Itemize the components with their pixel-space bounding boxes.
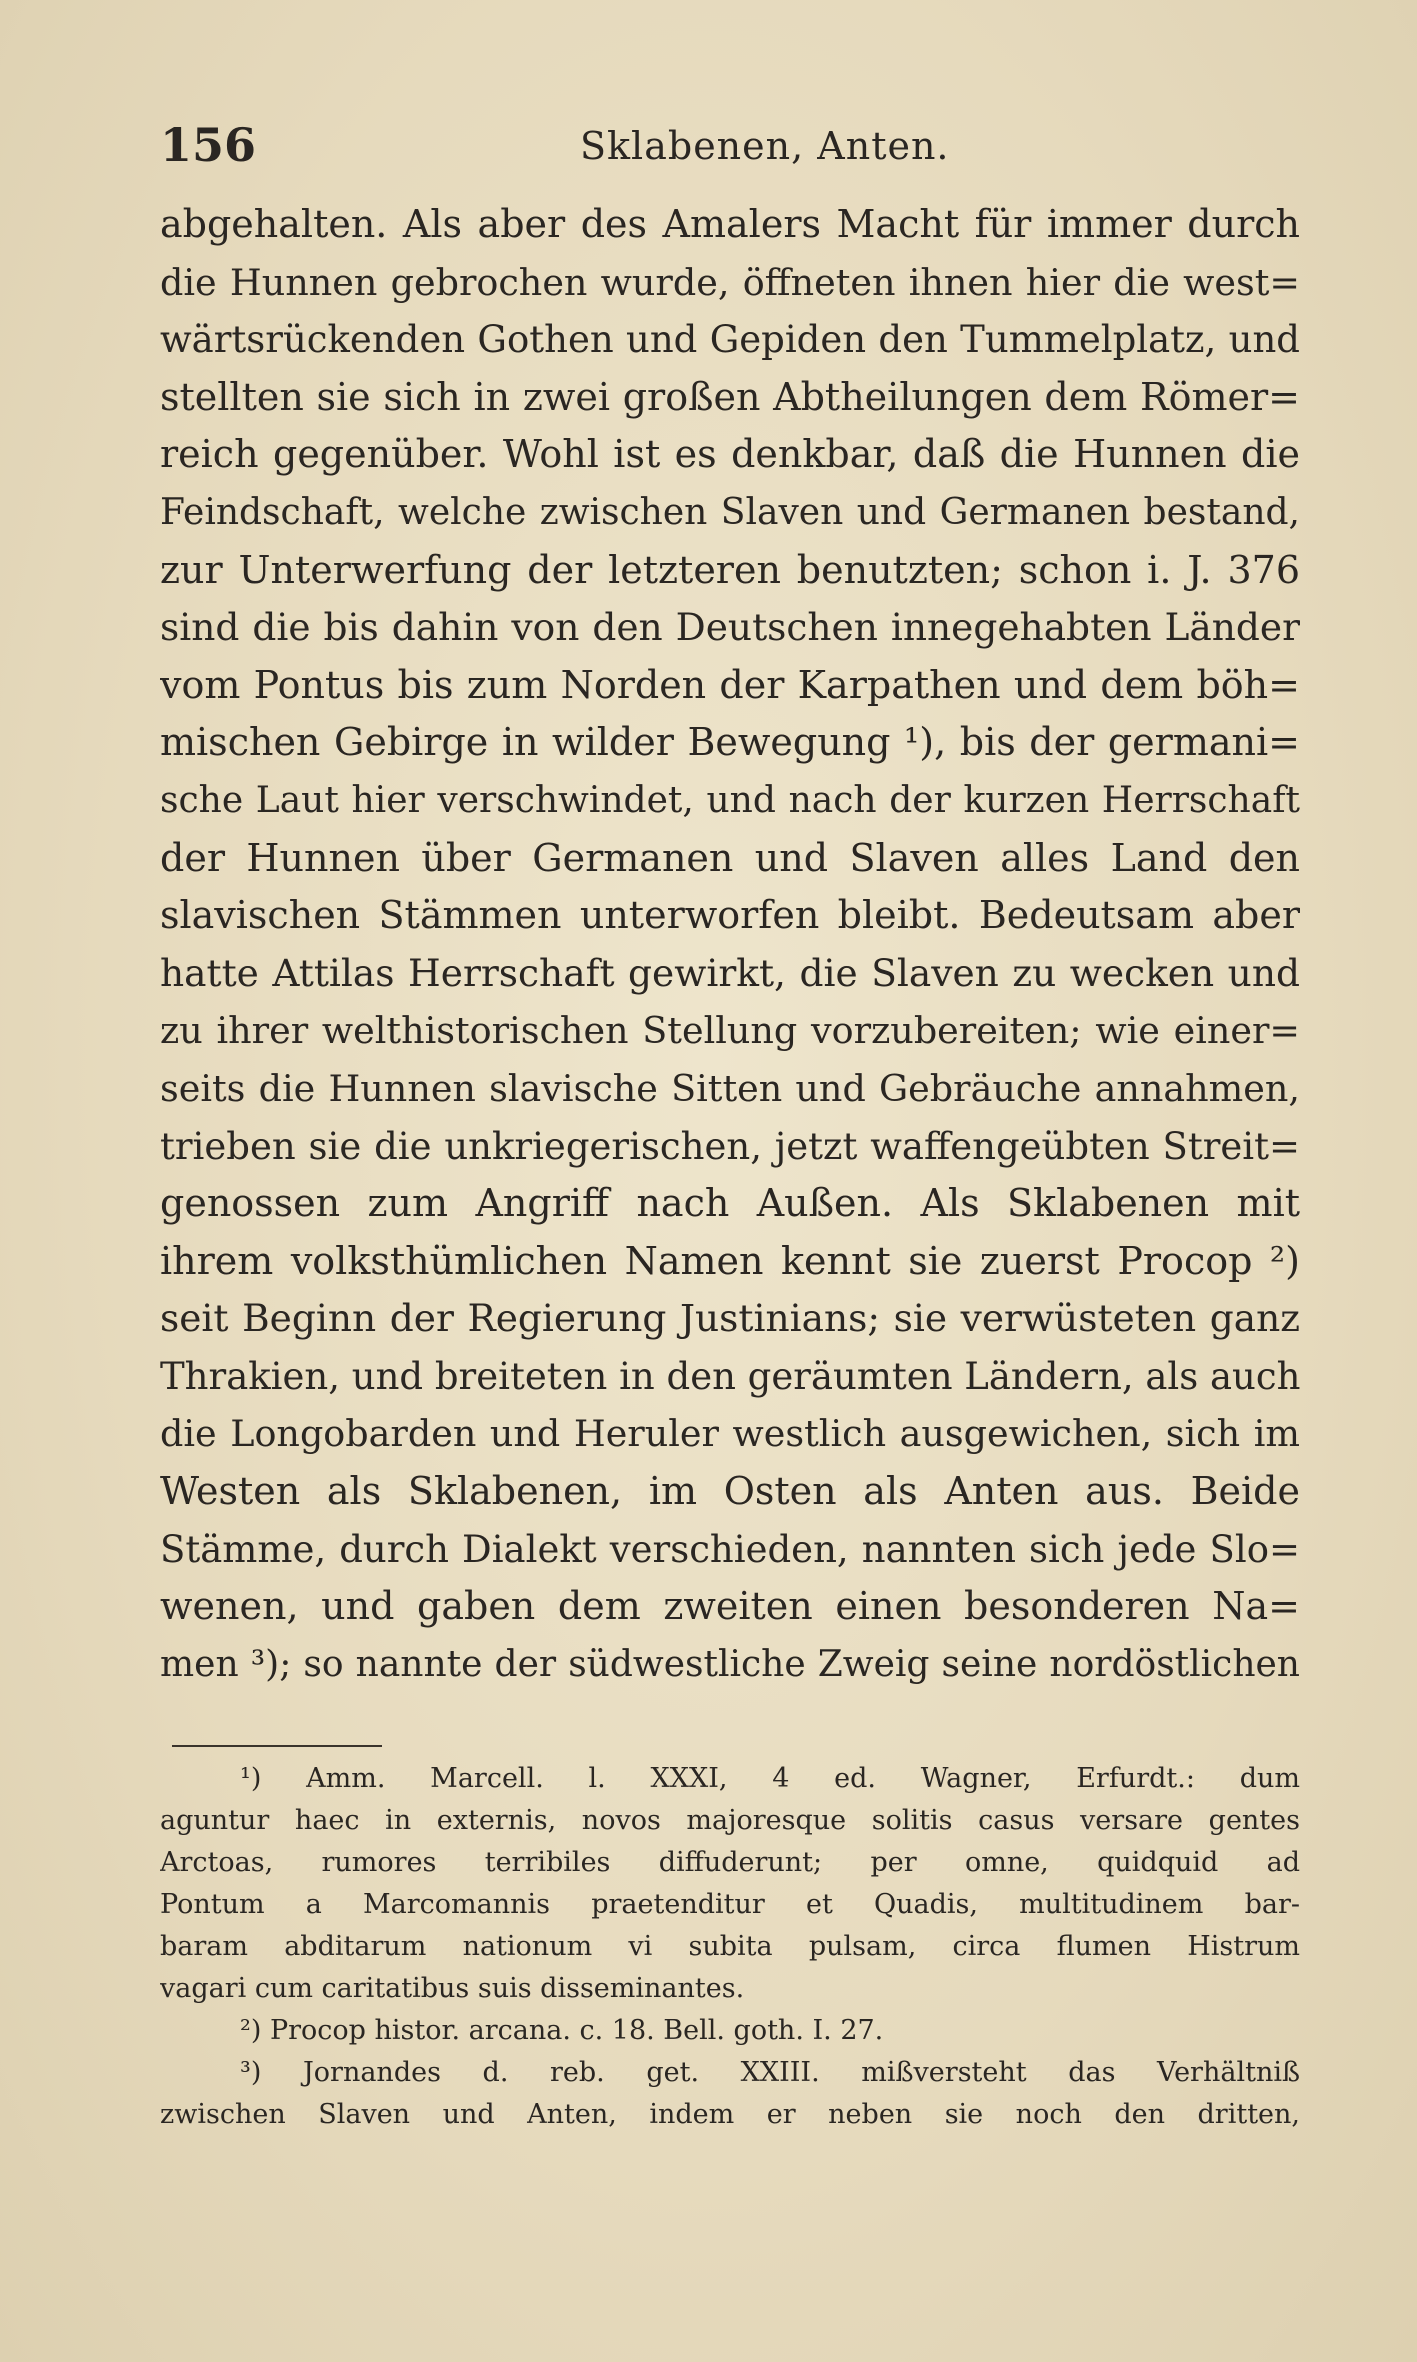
body-line: slavischen Stämmen unterworfen bleibt. Bedeutsam aber xyxy=(160,893,1300,938)
footnote-line: ²) Procop histor. arcana. c. 18. Bell. goth. I. 27. xyxy=(240,2015,884,2046)
footnote-line: ³) Jornandes d. reb. get. XXIII. mißversteht das Verhältniß xyxy=(240,2057,1300,2088)
body-line: genossen zum Angriff nach Außen. Als Sklabenen mit xyxy=(160,1181,1300,1226)
body-line: stellten sie sich in zwei großen Abtheilungen dem Römer= xyxy=(160,374,1300,419)
footnote-line: aguntur haec in externis, novos majoresque solitis casus versare gentes xyxy=(160,1805,1300,1836)
body-line: trieben sie die unkriegerischen, jetzt waffengeübten Streit= xyxy=(160,1124,1300,1168)
body-line: der Hunnen über Germanen und Slaven alles Land den xyxy=(160,835,1300,880)
page-number: 156 xyxy=(160,118,257,172)
body-line: seit Beginn der Regierung Justinians; sie verwüsteten ganz xyxy=(160,1296,1300,1341)
body-line: wärtsrückenden Gothen und Gepiden den Tummelplatz, und xyxy=(160,318,1300,362)
body-line: vom Pontus bis zum Norden der Karpathen und dem böh= xyxy=(160,662,1300,707)
body-line: die Longobarden und Heruler westlich ausgewichen, sich im xyxy=(160,1412,1300,1456)
footnotes xyxy=(160,1758,1300,2136)
body-text xyxy=(160,196,1300,1693)
body-line: seits die Hunnen slavische Sitten und Gebräuche annahmen, xyxy=(160,1066,1300,1110)
body-line: zur Unterwerfung der letzteren benutzten; schon i. J. 376 xyxy=(160,547,1300,592)
body-line: Stämme, durch Dialekt verschieden, nannten sich jede Slo= xyxy=(160,1527,1300,1571)
body-line: sind die bis dahin von den Deutschen innegehabten Länder xyxy=(160,605,1300,650)
body-line: men ³); so nannte der südwestliche Zweig seine nordöstlichen xyxy=(160,1643,1300,1685)
footnote-line: Pontum a Marcomannis praetenditur et Quadis, multitudinem bar- xyxy=(160,1889,1300,1920)
footnote-line: vagari cum caritatibus suis disseminantes. xyxy=(160,1973,745,2004)
body-line: Thrakien, und breiteten in den geräumten Ländern, als auch xyxy=(160,1354,1300,1398)
footnote-line: ¹) Amm. Marcell. l. XXXI, 4 ed. Wagner, Erfurdt.: dum xyxy=(240,1763,1300,1794)
body-line: abgehalten. Als aber des Amalers Macht für immer durch xyxy=(160,202,1300,246)
running-head: Sklabenen, Anten. xyxy=(580,124,950,168)
body-line: Westen als Sklabenen, im Osten als Anten aus. Beide xyxy=(160,1469,1300,1514)
footnote-line: zwischen Slaven und Anten, indem er neben sie noch den dritten, xyxy=(160,2099,1300,2130)
body-line: Feindschaft, welche zwischen Slaven und Germanen bestand, xyxy=(160,491,1300,533)
body-line: mischen Gebirge in wilder Bewegung ¹), bis der germani= xyxy=(160,720,1300,765)
body-line: ihrem volksthümlichen Namen kennt sie zuerst Procop ²) xyxy=(160,1238,1300,1283)
body-line: sche Laut hier verschwindet, und nach der kurzen Herrschaft xyxy=(160,779,1300,821)
body-line: wenen, und gaben dem zweiten einen besonderen Na= xyxy=(160,1584,1300,1629)
footnote-line: baram abditarum nationum vi subita pulsam, circa flumen Histrum xyxy=(160,1931,1300,1962)
body-line: hatte Attilas Herrschaft gewirkt, die Slaven zu wecken und xyxy=(160,950,1300,995)
body-line: reich gegenüber. Wohl ist es denkbar, daß die Hunnen die xyxy=(160,432,1300,477)
body-line: zu ihrer welthistorischen Stellung vorzubereiten; wie einer= xyxy=(160,1009,1300,1053)
footnote-line: Arctoas, rumores terribiles diffuderunt; per omne, quidquid ad xyxy=(160,1847,1300,1878)
footnote-rule xyxy=(172,1745,382,1747)
body-line: die Hunnen gebrochen wurde, öffneten ihnen hier die west= xyxy=(160,260,1300,304)
page-header xyxy=(160,118,1300,178)
